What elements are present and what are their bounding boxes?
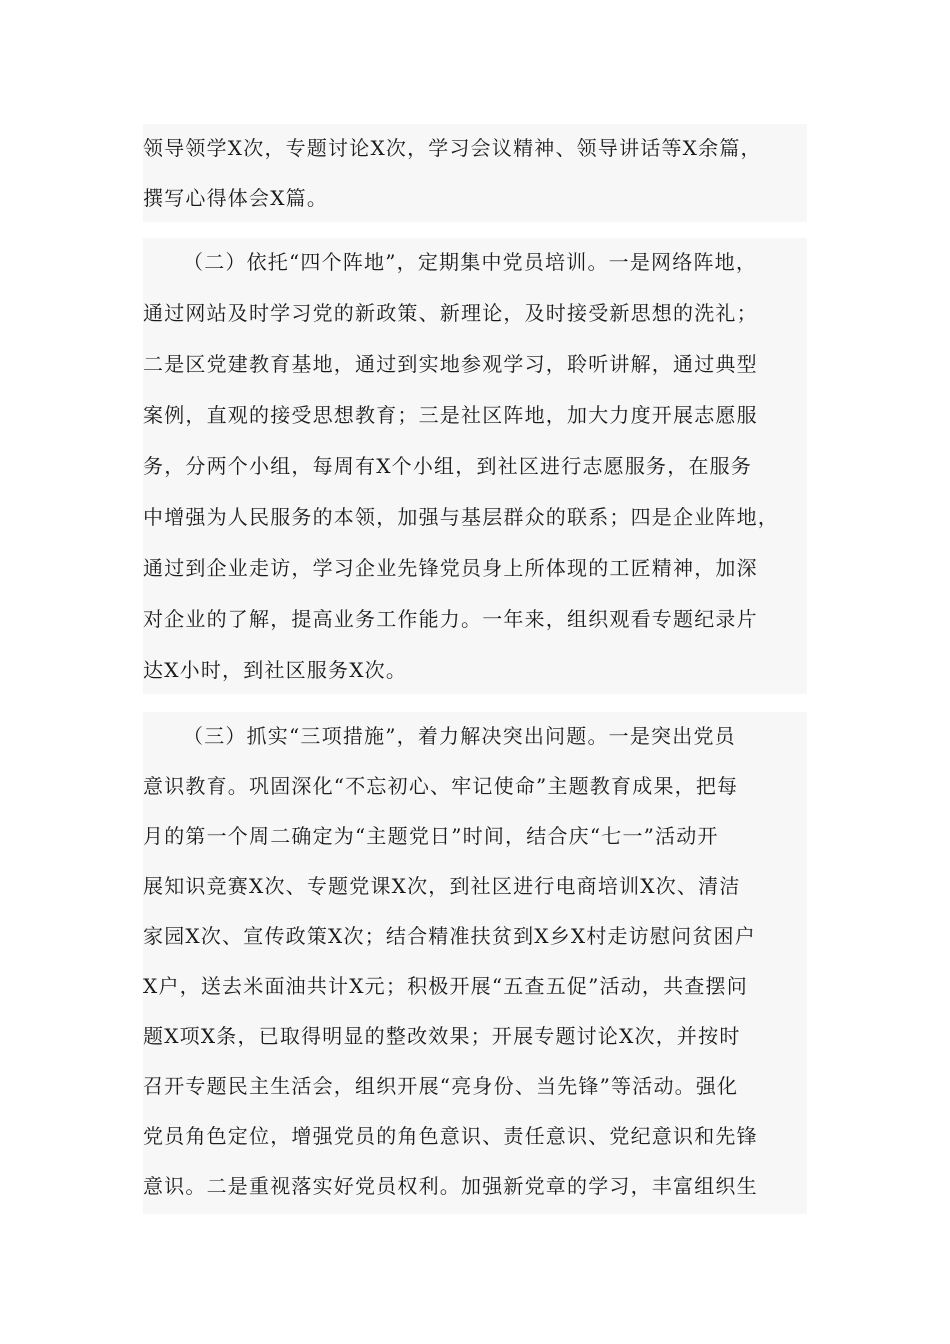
- text-line: 题X项X条，已取得明显的整改效果；开展专题讨论X次，并按时: [143, 1024, 741, 1048]
- text-line: （三）抓实“三项措施”，着力解决突出问题。一是突出党员: [183, 724, 736, 748]
- paragraph-continuation: [143, 124, 807, 222]
- text-line: 撰写心得体会X篇。: [143, 186, 329, 210]
- text-line: 意识。二是重视落实好党员权利。加强新党章的学习，丰富组织生: [143, 1174, 758, 1198]
- text-line: 月的第一个周二确定为“主题党日”时间，结合庆“七一”活动开: [143, 824, 719, 848]
- text-line: 党员角色定位，增强党员的角色意识、责任意识、党纪意识和先锋: [143, 1124, 758, 1148]
- text-line: 对企业的了解，提高业务工作能力。一年来，组织观看专题纪录片: [143, 607, 758, 631]
- text-line: 家园X次、宣传政策X次；结合精准扶贫到X乡X村走访慰问贫困户: [143, 924, 756, 948]
- text-line: 召开专题民主生活会，组织开展“亮身份、当先锋”等活动。强化: [143, 1074, 739, 1098]
- text-line: 领导领学X次，专题讨论X次，学习会议精神、领导讲话等X余篇，: [143, 136, 762, 160]
- text-line: 展知识竞赛X次、专题党课X次，到社区进行电商培训X次、清洁: [143, 874, 741, 898]
- text-line: （二）依托“四个阵地”，定期集中党员培训。一是网络阵地，: [183, 250, 758, 274]
- text-line: 达X小时，到社区服务X次。: [143, 658, 408, 682]
- paragraph-section-2: [143, 238, 807, 694]
- text-line: 中增强为人民服务的本领，加强与基层群众的联系；四是企业阵地，: [143, 505, 779, 529]
- text-line: 务，分两个小组，每周有X个小组，到社区进行志愿服务，在服务: [143, 454, 753, 478]
- text-line: 二是区党建教育基地，通过到实地参观学习，聆听讲解，通过典型: [143, 352, 758, 376]
- paragraph-section-3: [143, 712, 807, 1214]
- text-line: 意识教育。巩固深化“不忘初心、牢记使命”主题教育成果，把每: [143, 774, 739, 798]
- text-line: 通过到企业走访，学习企业先锋党员身上所体现的工匠精神，加深: [143, 556, 758, 580]
- text-line: 通过网站及时学习党的新政策、新理论，及时接受新思想的洗礼；: [143, 301, 758, 325]
- text-line: 案例，直观的接受思想教育；三是社区阵地，加大力度开展志愿服: [143, 403, 758, 427]
- text-line: X户，送去米面油共计X元；积极开展“五查五促”活动，共查摆问: [143, 974, 748, 998]
